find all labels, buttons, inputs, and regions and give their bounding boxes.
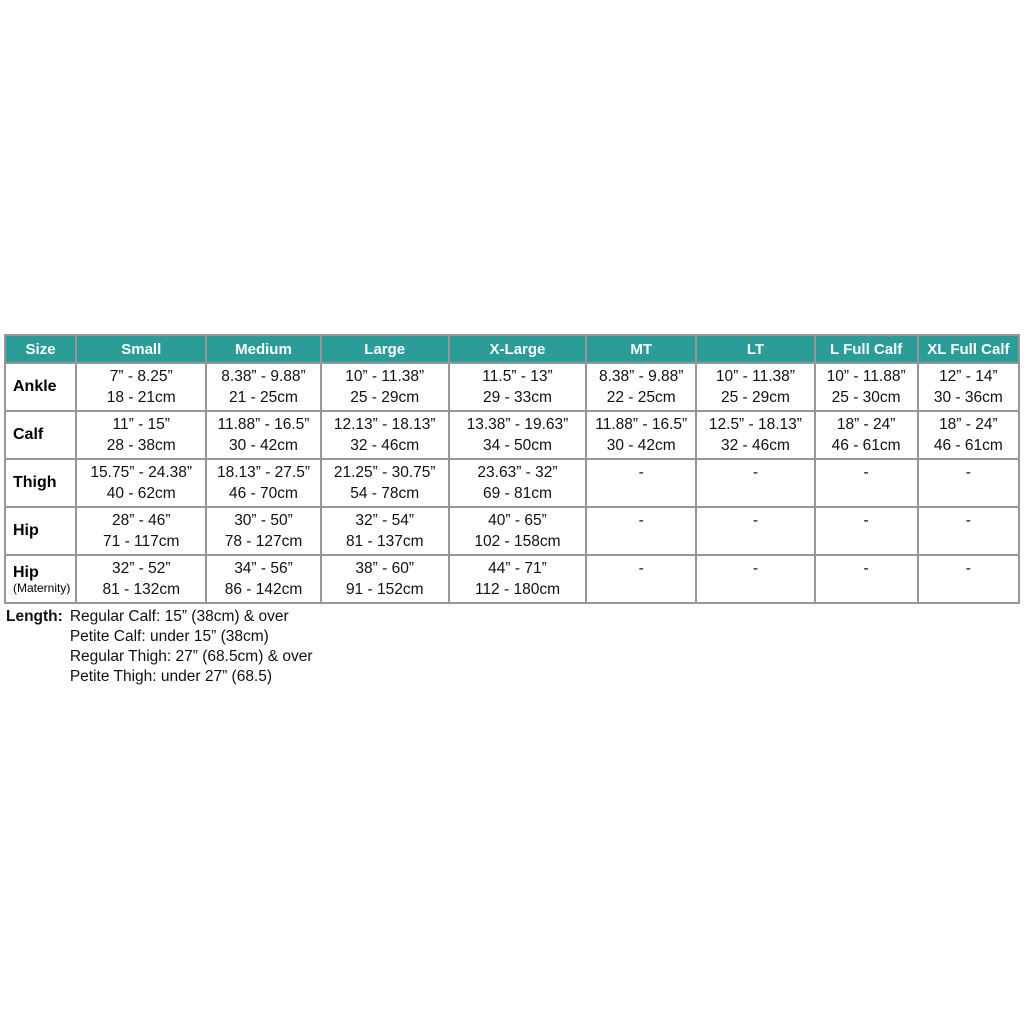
measurement-cell: 18” - 24” 46 - 61cm bbox=[815, 411, 918, 459]
length-label: Length: bbox=[6, 608, 63, 625]
column-header-large: Large bbox=[321, 335, 449, 363]
length-line-petite-thigh: Petite Thigh: under 27” (68.5) bbox=[69, 668, 273, 685]
measurement-cell: 11” - 15” 28 - 38cm bbox=[76, 411, 206, 459]
row-sublabel: (Maternity) bbox=[13, 580, 71, 595]
row-label: Ankle bbox=[5, 363, 76, 411]
measurement-cell: 11.88” - 16.5” 30 - 42cm bbox=[206, 411, 320, 459]
measurement-cell: - bbox=[918, 507, 1019, 555]
row-label: Hip bbox=[5, 507, 76, 555]
measurement-cell: - bbox=[815, 555, 918, 603]
measurement-cell: 12.13” - 18.13” 32 - 46cm bbox=[321, 411, 449, 459]
measurement-cell: - bbox=[696, 507, 814, 555]
size-chart-table bbox=[4, 334, 1020, 604]
measurement-cell: 38” - 60” 91 - 152cm bbox=[321, 555, 449, 603]
measurement-cell: 8.38” - 9.88” 22 - 25cm bbox=[586, 363, 696, 411]
measurement-cell: 30” - 50” 78 - 127cm bbox=[206, 507, 320, 555]
measurement-cell: 10” - 11.88” 25 - 30cm bbox=[815, 363, 918, 411]
measurement-cell: 40” - 65” 102 - 158cm bbox=[449, 507, 586, 555]
column-header-small: Small bbox=[76, 335, 206, 363]
measurement-cell: - bbox=[918, 459, 1019, 507]
column-header-size: Size bbox=[5, 335, 76, 363]
measurement-cell: 34” - 56” 86 - 142cm bbox=[206, 555, 320, 603]
measurement-cell: 12” - 14” 30 - 36cm bbox=[918, 363, 1019, 411]
measurement-cell: - bbox=[696, 459, 814, 507]
measurement-cell: 15.75” - 24.38” 40 - 62cm bbox=[76, 459, 206, 507]
measurement-cell: 11.5” - 13” 29 - 33cm bbox=[449, 363, 586, 411]
table-body bbox=[5, 363, 1019, 603]
measurement-cell: 18.13” - 27.5” 46 - 70cm bbox=[206, 459, 320, 507]
table-row bbox=[5, 363, 1019, 411]
length-line-regular-calf: Regular Calf: 15” (38cm) & over bbox=[69, 608, 289, 625]
measurement-cell: 11.88” - 16.5” 30 - 42cm bbox=[586, 411, 696, 459]
measurement-cell: 13.38” - 19.63” 34 - 50cm bbox=[449, 411, 586, 459]
measurement-cell: - bbox=[586, 555, 696, 603]
row-label: Thigh bbox=[5, 459, 76, 507]
measurement-cell: - bbox=[815, 507, 918, 555]
measurement-cell: - bbox=[815, 459, 918, 507]
measurement-cell: 28” - 46” 71 - 117cm bbox=[76, 507, 206, 555]
measurement-cell: 10” - 11.38” 25 - 29cm bbox=[696, 363, 814, 411]
column-header-medium: Medium bbox=[206, 335, 320, 363]
measurement-cell: - bbox=[696, 555, 814, 603]
measurement-cell: - bbox=[918, 555, 1019, 603]
table-row bbox=[5, 411, 1019, 459]
measurement-cell: 44” - 71” 112 - 180cm bbox=[449, 555, 586, 603]
table-row bbox=[5, 507, 1019, 555]
column-header-xl-full-calf: XL Full Calf bbox=[918, 335, 1019, 363]
header-row bbox=[5, 335, 1019, 363]
measurement-cell: - bbox=[586, 459, 696, 507]
column-header-l-full-calf: L Full Calf bbox=[815, 335, 918, 363]
table-row bbox=[5, 459, 1019, 507]
row-label: Hip (Maternity) bbox=[5, 555, 76, 603]
row-label: Calf bbox=[5, 411, 76, 459]
measurement-cell: 23.63” - 32” 69 - 81cm bbox=[449, 459, 586, 507]
column-header-mt: MT bbox=[586, 335, 696, 363]
measurement-cell: 7” - 8.25” 18 - 21cm bbox=[76, 363, 206, 411]
measurement-cell: 8.38” - 9.88” 21 - 25cm bbox=[206, 363, 320, 411]
measurement-cell: 12.5” - 18.13” 32 - 46cm bbox=[696, 411, 814, 459]
length-line-petite-calf: Petite Calf: under 15” (38cm) bbox=[69, 628, 269, 645]
measurement-cell: 21.25” - 30.75” 54 - 78cm bbox=[321, 459, 449, 507]
measurement-cell: 32” - 54” 81 - 137cm bbox=[321, 507, 449, 555]
measurement-cell: - bbox=[586, 507, 696, 555]
length-line-regular-thigh: Regular Thigh: 27” (68.5cm) & over bbox=[69, 648, 313, 665]
table-row bbox=[5, 555, 1019, 603]
measurement-cell: 10” - 11.38” 25 - 29cm bbox=[321, 363, 449, 411]
length-info bbox=[6, 607, 313, 687]
length-lines bbox=[70, 607, 313, 687]
column-header-lt: LT bbox=[696, 335, 814, 363]
column-header-x-large: X-Large bbox=[449, 335, 586, 363]
measurement-cell: 18” - 24” 46 - 61cm bbox=[918, 411, 1019, 459]
measurement-cell: 32” - 52” 81 - 132cm bbox=[76, 555, 206, 603]
